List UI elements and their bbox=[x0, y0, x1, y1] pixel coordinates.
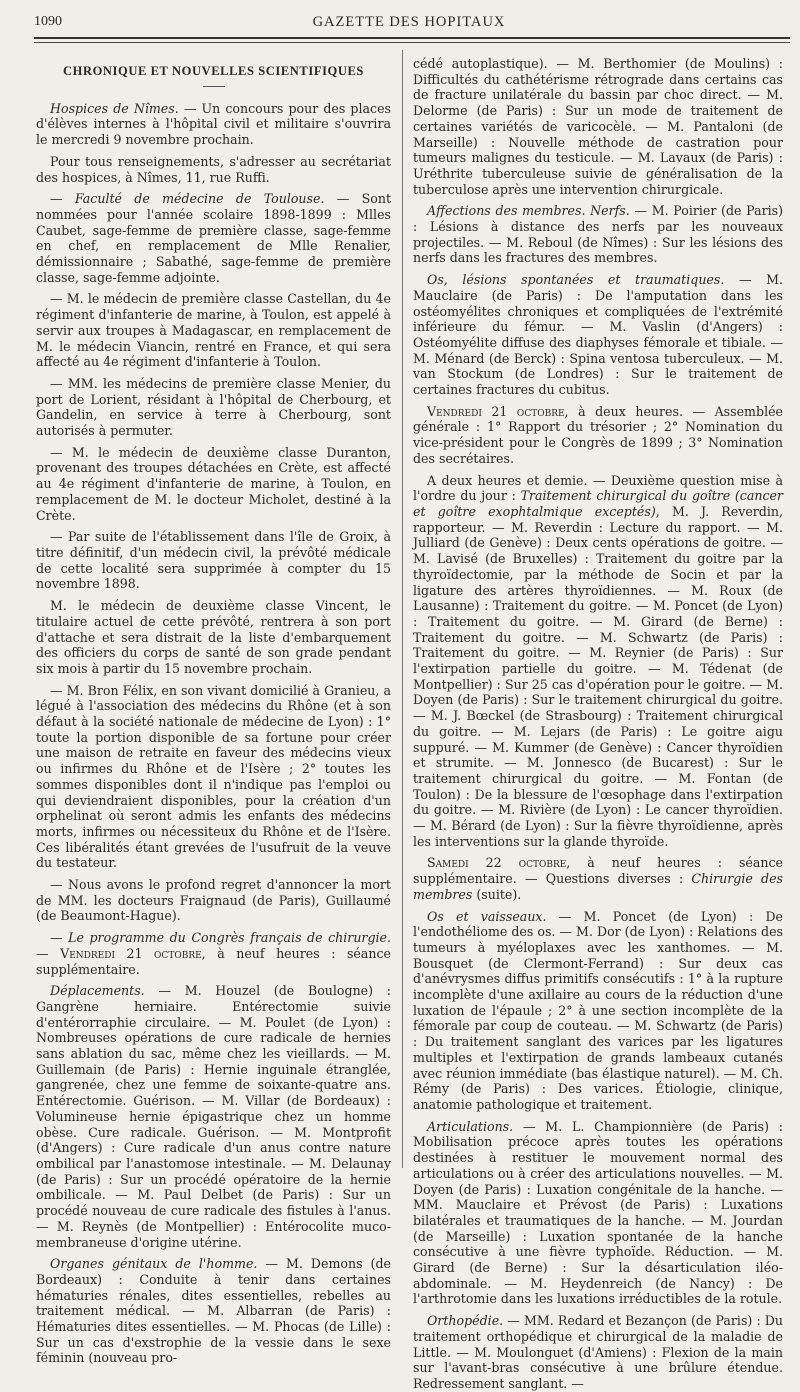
paragraph-text: — Nous avons le profond regret d'annoncer la mort de MM. les docteurs Fraignaud (de Paris), Guillaumé (de Beaumont-Hague). bbox=[36, 877, 391, 924]
paragraph bbox=[36, 529, 391, 592]
paragraph-text: — Un concours pour des places d'élèves internes à l'hôpital civil et militaire s'ouvrira le mercredi 9 novembre prochain. bbox=[36, 100, 391, 148]
session-date: Vendredi 21 octobre bbox=[427, 403, 565, 419]
session-date: Vendredi 21 octobre bbox=[60, 945, 202, 961]
dash: — bbox=[36, 945, 61, 961]
paragraph-text: — MM. Redard et Bezançon (de Paris) : Du traitement orthopédique et chirurgical de la maladie de Little. — M. Moulonguet (d'Amiens) : Flexion de la main sur l'avant-bras consécutive à une brûlure étendue. Redressement sanglant. — bbox=[413, 1313, 783, 1391]
dash: — bbox=[50, 930, 69, 946]
rubric: Affections des membres. Nerfs. bbox=[427, 203, 630, 219]
paragraph bbox=[36, 983, 391, 1250]
rubric: Orthopédie. bbox=[427, 1313, 504, 1329]
paragraph-text: — M. le médecin de deuxième classe Duranton, provenant des troupes détachées en Crète, est affecté au 4e régiment d'infanterie de marine, à Toulon, en remplacement de M. le docteur Micholet, destiné à la Crète. bbox=[36, 444, 391, 523]
paragraph-text: — M. Poncet (de Lyon) : De l'endothéliome des os. — M. Dor (de Lyon) : Relations des tumeurs à myéloplaxes avec les xanthomes. — M. Bousquet (de Clermont-Ferrand) : Sur deux cas d'anévrysmes diffus primitifs consécutifs : 1° à la rupture incomplète d'une axillaire au cours de la réduction d'une luxation de l'épaule ; 2° à une section incomplète de la fémorale par coup de couteau. — M. Schwartz (de Paris) : Du traitement sanglant des varices par les ligatures multiples et l'extirpation de grands lambeaux cutanés avec réunion immédiate (bas élastique naturel). — M. Ch. Rémy (de Paris) : Des varices. Étiologie, clinique, anatomie pathologique et traitement. bbox=[413, 908, 783, 1112]
rubric: Os et vaisseaux. bbox=[427, 908, 547, 924]
header-rule bbox=[34, 37, 790, 39]
running-title: GAZETTE DES HOPITAUX bbox=[312, 14, 506, 30]
paragraph bbox=[413, 404, 783, 467]
paragraph bbox=[36, 191, 391, 285]
paragraph bbox=[413, 473, 783, 850]
left-column bbox=[36, 56, 392, 1366]
paragraph bbox=[36, 445, 391, 524]
rubric: Articulations. bbox=[427, 1118, 514, 1134]
paragraph bbox=[36, 930, 391, 977]
paragraph bbox=[413, 203, 783, 266]
paragraph bbox=[36, 376, 391, 439]
session-date: Samedi 22 octobre bbox=[427, 855, 567, 871]
paragraph-text: , M. J. Reverdin, rapporteur. — M. Reverdin : Lecture du rapport. — M. Julliard (de Genève) : Deux cents opérations de goitre. — M. Lavisé (de Bruxelles) : Traitement du goitre par la thyroïdectomie, par la méthode de Socin et par la ligature des artères thyroïdiennes. — M. Roux (de Lausanne) : Traitement du goitre. — M. Poncet (de Lyon) : Traitement du goitre. — M. Girard (de Berne) : Traitement du goitre. — M. Schwartz (de Paris) : Traitement du goitre. — M. Reynier (de Paris) : Sur l'extirpation partielle du goitre. — M. Tédenat (de Montpellier) : Sur 25 cas d'opération pour le goitre. — M. Doyen (de Paris) : Sur le traitement chirurgical du goitre. — M. J. Bœckel (de Strasbourg) : Traitement chirurgical du goitre. — M. Lejars (de Paris) : Le goitre aigu suppuré. — M. Kummer (de Genève) : Cancer thyroïdien et strumite. — M. Jonnesco (de Bucarest) : Sur le traitement chirurgical du goitre. — M. Fontan (de Toulon) : De la blessure de l'œsophage dans l'extirpation du goitre. — M. Rivière (de Lyon) : Le cancer thyroïdien. — M. Bérard (de Lyon) : Sur la fièvre thyroïdienne, après les interventions sur la glande thyroïde. bbox=[413, 503, 783, 849]
paragraph bbox=[413, 1313, 783, 1392]
paragraph bbox=[413, 1119, 783, 1307]
rubric: Traitement chirurgical du goître (cancer et goître exophtalmique exceptés) bbox=[413, 488, 783, 519]
paragraph bbox=[413, 855, 783, 902]
rubric: Faculté de médecine de Toulouse. bbox=[74, 191, 325, 207]
paragraph-text: Pour tous renseignements, s'adresser au secrétariat des hospices, à Nîmes, 11, rue Ruffi. bbox=[36, 153, 391, 185]
section-title: CHRONIQUE ET NOUVELLES SCIENTIFIQUES bbox=[63, 64, 364, 78]
paragraph bbox=[36, 598, 391, 677]
paragraph bbox=[36, 877, 391, 924]
page-header bbox=[34, 14, 784, 34]
rubric: Organes génitaux de l'homme. bbox=[50, 1256, 258, 1272]
rubric: Le programme du Congrès français de chirurgie. bbox=[68, 930, 391, 946]
paragraph bbox=[413, 909, 783, 1113]
paragraph-text: — M. Bron Félix, en son vivant domicilié à Granieu, a légué à l'association des médecins du Rhône (et à son défaut à la société nationale de médecine de Lyon) : 1° toute la portion disponible de sa fortune pour créer une maison de retraite en faveur des médecins vieux ou infirmes du Rhône et de l'Isère ; 2° toutes les sommes disponibles dont il n'indique pas l'emploi ou qui deviendraient disponibles, pour la création d'un orphelinat où seront admis les enfants des médecins morts, infirmes ou nécessiteux du Rhône et de l'Isère. Ces libéralités étant grevées de l'usufruit de la veuve du testateur. bbox=[36, 682, 391, 871]
paragraph-text: — M. L. Championnière (de Paris) : Mobilisation précoce après toutes les opérations destinées à restituer le mouvement normal des articulations ou à créer des articulations nouvelles. — M. Doyen (de Paris) : Luxation congénitale de la hanche. — MM. Mauclaire et Prévost (de Paris) : Luxations bilatérales et traumatiques de la hanche. — M. Jourdan (de Marseille) : Luxation spontanée de la hanche consécutive à une fièvre typhoïde. Réduction. — M. Girard (de Berne) : Sur la désarticulation iléo-abdominale. — M. Heydenreich (de Nancy) : De l'arthrotomie dans les luxations irréductibles de la rotule. bbox=[413, 1118, 783, 1307]
paragraph-text: , à neuf heures : séance supplémentaire. — Questions diverses : bbox=[413, 855, 783, 887]
dash: — bbox=[50, 191, 75, 207]
paragraph bbox=[36, 101, 391, 148]
paragraph-text: M. le médecin de deuxième classe Vincent, le titulaire actuel de cette prévôté, rentrera à son port d'attache et sera distrait de la liste d'embarquement des officiers du corps de santé de son grade pendant six mois à partir du 15 novembre prochain. bbox=[36, 598, 391, 676]
rubric: Chirurgie des membres bbox=[413, 871, 784, 902]
paragraph bbox=[36, 1256, 391, 1366]
paragraph-text: cédé autoplastique). — M. Berthomier (de Moulins) : Difficultés du cathétérisme rétrograde dans certains cas de fracture unilatérale du bassin par choc direct. — M. Delorme (de Paris) : Sur un mode de traitement de certaines variétés de varicocèle. — M. Pantaloni (de Marseille) : Nouvelle méthode de castration pour tumeurs malignes du testicule. — M. Lavaux (de Paris) : Uréthrite tuberculeuse suivie de généralisation de la tuberculose après une intervention chirurgicale. bbox=[413, 56, 783, 197]
paragraph-text: — MM. les médecins de première classe Menier, du port de Lorient, résidant à l'hôpital de Cherbourg, et Gandelin, en service à terre à Cherbourg, sont autorisés à permuter. bbox=[36, 375, 391, 439]
paragraph-text: — M. le médecin de première classe Castellan, du 4e régiment d'infanterie de marine, à Toulon, est appelé à servir aux troupes à Madagascar, en remplacement de M. le médecin Viancin, rentré en France, et qui sera affecté au 4e régiment d'infanterie à Toulon. bbox=[36, 291, 391, 370]
paragraph-text: — Sont nommées pour l'année scolaire 1898-1899 : Mlles Caubet, sage-femme de première classe, sage-femme en chef, en remplacement de Mlle Renalier, démissionnaire ; Sabathé, sage-femme de première classe, sage-femme adjointe. bbox=[36, 191, 392, 285]
paragraph-text: (suite). bbox=[472, 886, 522, 902]
rubric: Hospices de Nîmes. bbox=[50, 100, 179, 116]
paragraph-text: , à deux heures. — Assemblée générale : 1° Rapport du trésorier ; 2° Nomination du vice-président pour le Congrès de 1899 ; 3° Nomination des secrétaires. bbox=[413, 403, 783, 466]
rubric: Os, lésions spontanées et traumatiques. bbox=[427, 272, 725, 288]
paragraph bbox=[413, 56, 783, 197]
right-column bbox=[413, 56, 784, 1391]
paragraph-text: — M. Poirier (de Paris) : Lésions à distance des nerfs par les nouveaux projectiles. — M. Reboul (de Nîmes) : Sur les lésions des nerfs dans les fractures des membres. bbox=[413, 203, 783, 266]
page-number: 1090 bbox=[34, 14, 62, 29]
paragraph-text: — Par suite de l'établissement dans l'île de Groix, à titre définitif, d'un médecin civil, la prévôté médicale de cette localité sera supprimée à compter du 15 novembre 1898. bbox=[36, 529, 391, 592]
paragraph-text: A deux heures et demie. — Deuxième question mise à l'ordre du jour : bbox=[413, 472, 783, 504]
title-rule bbox=[203, 86, 225, 87]
paragraph bbox=[36, 683, 391, 871]
header-rule-thin bbox=[34, 42, 790, 43]
paragraph bbox=[413, 272, 783, 398]
paragraph bbox=[36, 291, 391, 370]
rubric: Déplacements. bbox=[50, 983, 145, 999]
paragraph-text: , à neuf heures : séance supplémentaire. bbox=[36, 945, 391, 977]
column-divider bbox=[402, 50, 403, 1168]
paragraph-text: — M. Houzel (de Boulogne) : Gangrène herniaire. Entérectomie suivie d'entérorraphie circulaire. — M. Poulet (de Lyon) : Nombreuses opérations de cure radicale de hernies sans ablation du sac, même chez les vieillards. — M. Guillemain (de Paris) : Hernie inguinale étranglée, gangrenée, chez une femme de soixante-quatre ans. Entérectomie. Guérison. — M. Villar (de Bordeaux) : Volumineuse hernie épigastrique chez un homme obèse. Cure radicale. Guérison. — M. Montprofit (d'Angers) : Cure radicale d'un anus contre nature ombilical par l'anastomose intestinale. — M. Delaunay (de Paris) : Sur un procédé opératoire de la hernie ombilicale. — M. Paul Delbet (de Paris) : Sur un procédé nouveau de cure radicale des fistules à l'anus. — M. Reynès (de Montpellier) : Entérocolite muco-membraneuse d'origine utérine. bbox=[36, 983, 391, 1250]
paragraph-text: — M. Demons (de Bordeaux) : Conduite à tenir dans certaines hématuries rénales, dites essentielles, rebelles au traitement médical. — M. Albarran (de Paris) : Hématuries dites essentielles. — M. Phocas (de Lille) : Sur un cas d'exstrophie de la vessie dans le sexe féminin (nouveau pro- bbox=[36, 1256, 391, 1366]
paragraph-text: — M. Mauclaire (de Paris) : De l'amputation dans les ostéomyélites chroniques et compliquées de l'extrémité inférieure du fémur. — M. Vaslin (d'Angers) : Ostéomyélite diffuse des diaphyses fémorale et tibiale. — M. Ménard (de Berck) : Spina ventosa tuberculeux. — M. van Stockum (de Londres) : Sur le traitement de certaines fractures du cubitus. bbox=[413, 272, 784, 398]
paragraph bbox=[36, 154, 391, 185]
